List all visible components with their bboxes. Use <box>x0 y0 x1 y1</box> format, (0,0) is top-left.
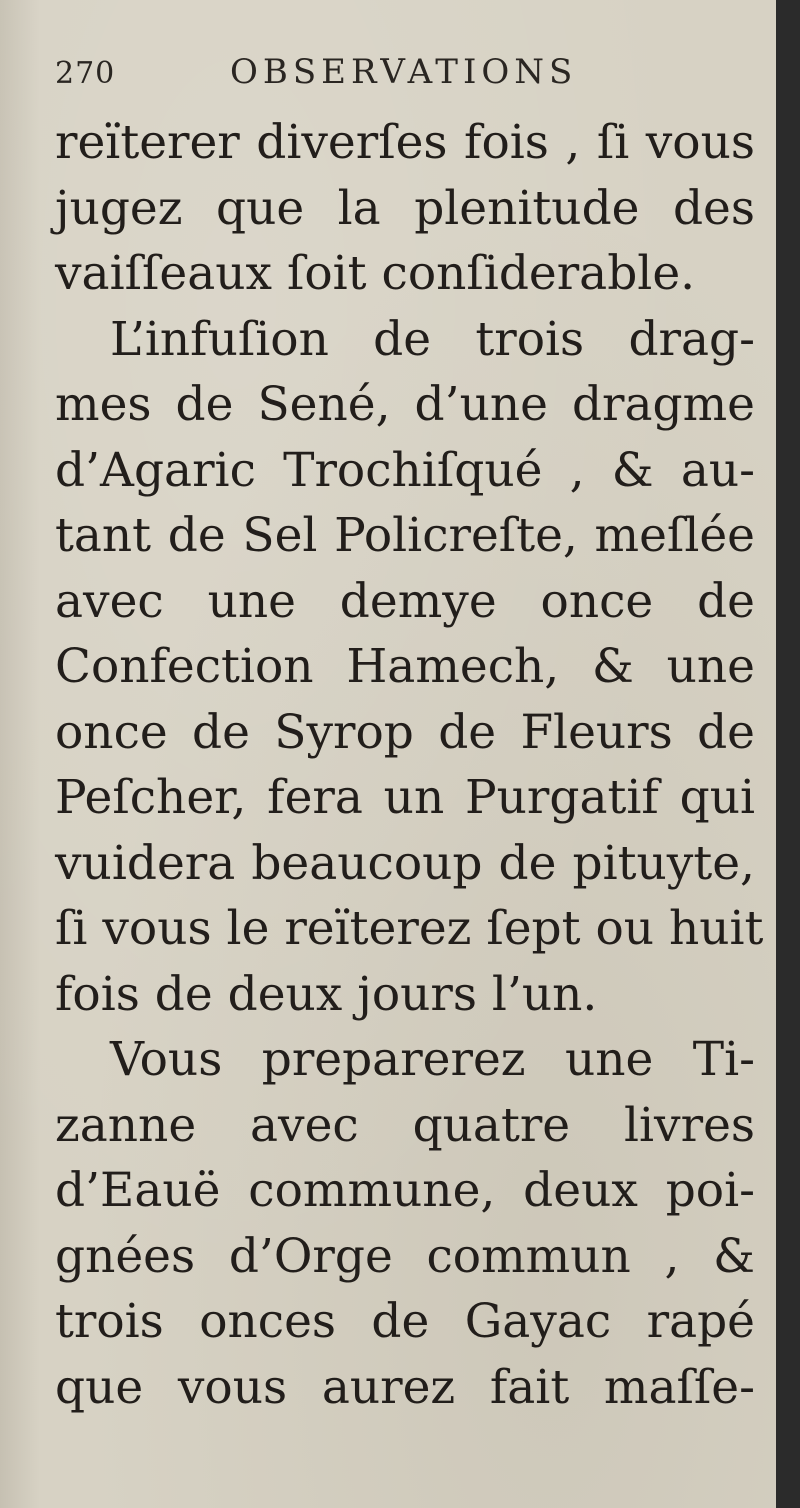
text-line: jugez que la plenitude des <box>55 180 755 236</box>
text-line: zanne avec quatre livres <box>55 1097 755 1153</box>
text-line: tant de Sel Policreſte, meſlée <box>55 508 755 563</box>
text-line: ſi vous le reïterez ſept ou huit <box>55 901 764 956</box>
text-line: once de Syrop de Fleurs de <box>55 704 755 760</box>
text-line: avec une demye once de <box>55 573 755 629</box>
text-line: d’Agaric Trochiſqué , & au- <box>55 442 755 498</box>
running-head-title: OBSERVATIONS <box>230 52 578 92</box>
text-line: trois onces de Gayac rapé <box>55 1294 755 1349</box>
text-line: mes de Sené, d’une dragme <box>55 377 755 432</box>
text-line: vuidera beaucoup de pituyte, <box>55 835 755 891</box>
text-line: Vous preparerez une Ti- <box>110 1032 755 1087</box>
text-line: vaiſſeaux ſoit conſiderable. <box>55 246 696 301</box>
body-text <box>55 110 764 1420</box>
text-line: Peſcher, fera un Purgatif qui <box>55 770 755 825</box>
text-line: Confection Hamech, & une <box>55 639 755 694</box>
text-line: gnées d’Orge commun , & <box>55 1228 755 1284</box>
text-line: d’Eauë commune, deux poi- <box>55 1163 755 1218</box>
text-line: reïterer diverſes fois , ſi vous <box>55 115 755 170</box>
text-line: L’infuſion de trois drag- <box>110 311 755 367</box>
page-edge-shadow <box>776 0 788 1508</box>
text-line: fois de deux jours l’un. <box>55 966 598 1022</box>
page-number: 270 <box>55 56 116 91</box>
text-line: que vous aurez fait maſſe- <box>55 1359 755 1415</box>
